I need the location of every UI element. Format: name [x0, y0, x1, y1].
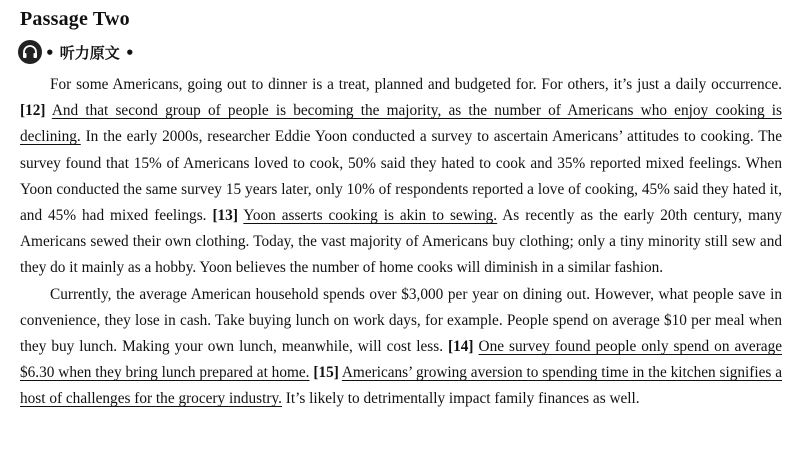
text-run: It’s likely to detrimentally impact family finances as well.	[281, 390, 640, 408]
text-run: For some Americans, going out to dinner is a treat, planned and budgeted for. For others, it’s just a daily occurrence.	[50, 76, 782, 93]
text-run: In the early 2000s, researcher Eddie Yoon conducted a survey to ascertain Americans’ attitudes to cooking. The survey found that 15% of Americans loved to cook, 50% said they hated to cook and 35% reported mixed feelings. When Yoon conducted the same survey 15 years later, only 10% of respondents reported a love of cooking, 45% said they hated it, and 45% had mixed feelings.	[20, 128, 782, 225]
underlined-answer-sentence: One survey found people only spend on average $6.30 when they bring lunch prepared at home.	[20, 338, 783, 382]
passage-title: Passage Two	[20, 8, 130, 30]
paragraph	[20, 72, 782, 282]
underlined-answer-sentence: Yoon asserts cooking is akin to sewing.	[243, 207, 498, 225]
passage-body	[20, 72, 782, 413]
question-number: [12]	[20, 102, 46, 120]
question-number: [14]	[448, 338, 474, 356]
listening-transcript-label: • 听力原文 •	[45, 43, 135, 62]
text-run: Currently, the average American household spends over $3,000 per year on dining out. However, what people save in convenience, they lose in cash. Take buying lunch on work days, for example. People spend on average $10 per meal when they buy lunch. Making your own lunch, meanwhile, will cost less.	[20, 285, 782, 356]
underlined-answer-sentence: And that second group of people is becoming the majority, as the number of Americans who enjoy cooking is declining.	[20, 102, 782, 146]
question-number: [13]	[212, 207, 238, 225]
question-number: [15]	[313, 364, 339, 382]
underlined-answer-sentence: Americans’ growing aversion to spending time in the kitchen signifies a host of challenges for the grocery industry.	[20, 364, 782, 408]
headphones-icon	[18, 40, 42, 64]
paragraph	[20, 282, 782, 413]
text-run: As recently as the early 20th century, many Americans sewed their own clothing. Today, the vast majority of Americans buy clothing; only a tiny minority still sew and they do it mainly as a hobby. Yoon believes the number of home cooks will diminish in a similar fashion.	[20, 207, 783, 277]
section-subheading	[18, 39, 135, 65]
